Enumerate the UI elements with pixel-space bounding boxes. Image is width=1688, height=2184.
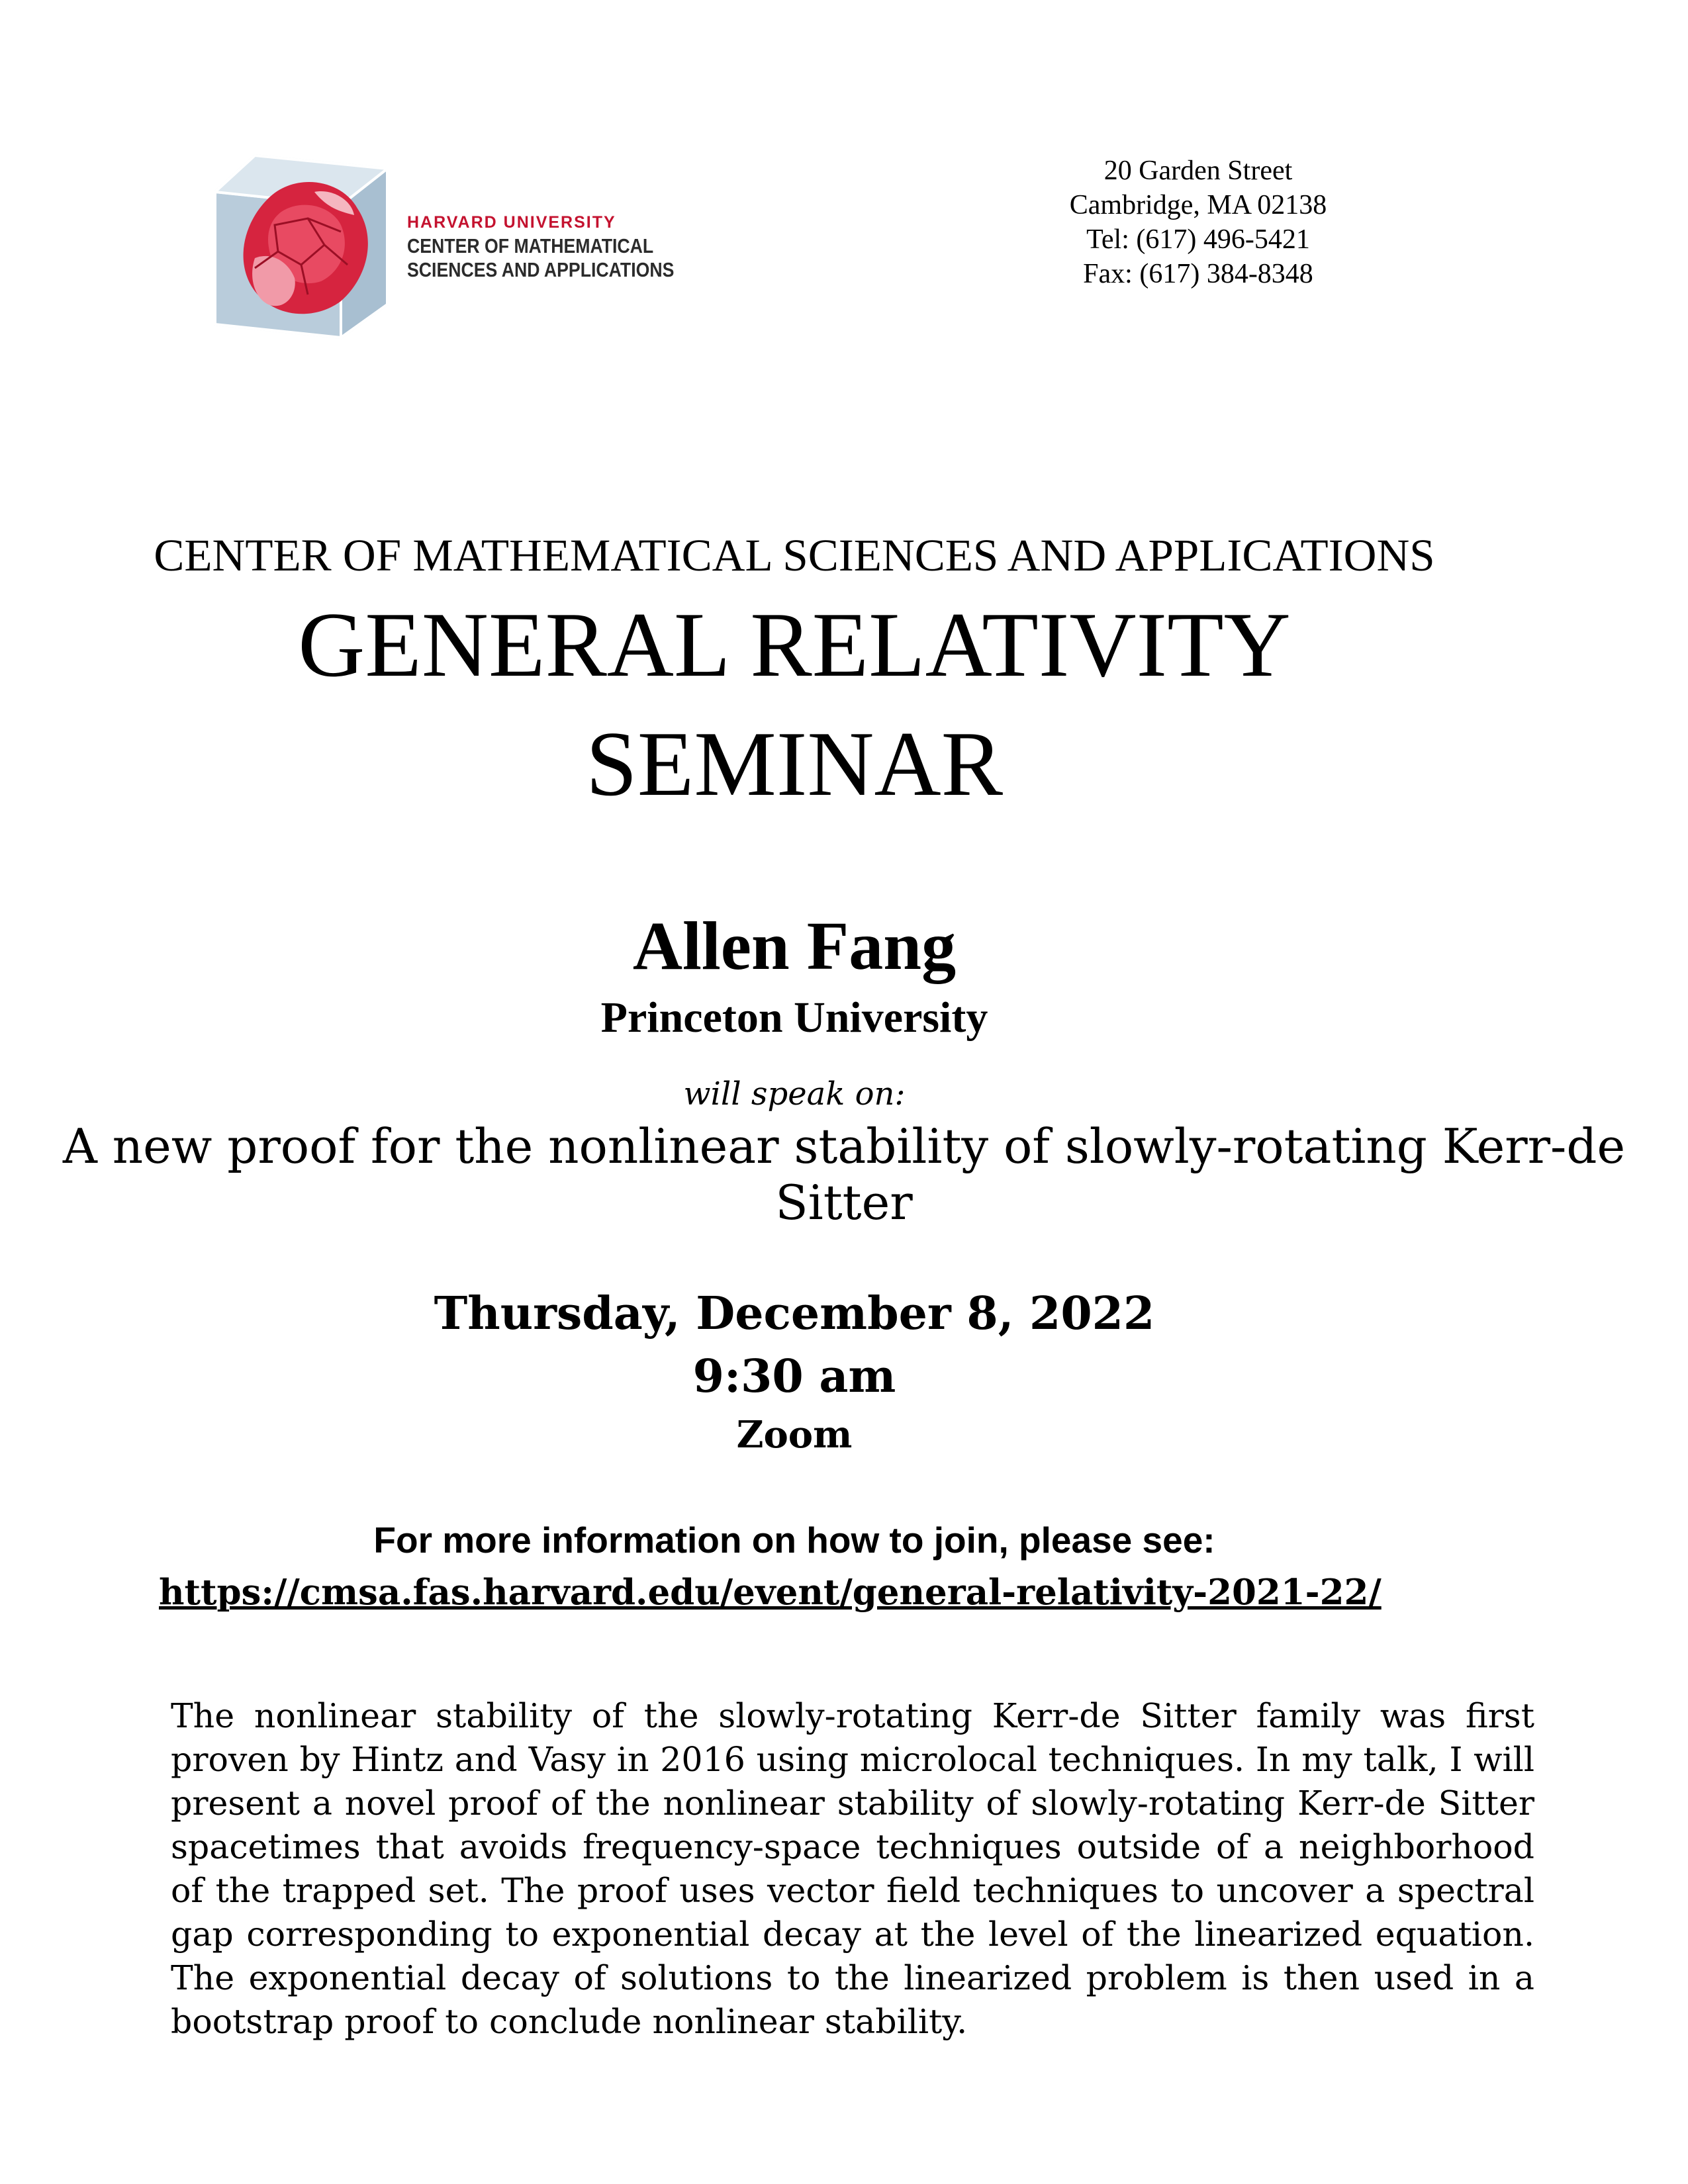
speaker-affiliation: Princeton University: [600, 993, 988, 1042]
cmsa-logo: [209, 152, 675, 344]
seminar-title-line2: SEMINAR: [585, 713, 1004, 815]
talk-intro: will speak on:: [683, 1075, 906, 1113]
address-street: 20 Garden Street: [1103, 156, 1293, 186]
event-venue: Zoom: [736, 1413, 853, 1457]
address-block: [1033, 154, 1364, 291]
address-city: Cambridge, MA 02138: [1069, 190, 1327, 220]
event-info-link[interactable]: https://cmsa.fas.harvard.edu/event/general-relativity-2021-22/: [159, 1572, 1382, 1613]
red-polyhedron-in-cube-icon: [209, 152, 394, 344]
event-date: Thursday, December 8, 2022: [434, 1287, 1155, 1340]
talk-title-line1: A new proof for the nonlinear stability of slowly-rotating Kerr-de: [62, 1118, 1626, 1174]
logo-center-line2: SCIENCES AND APPLICATIONS: [407, 258, 675, 281]
center-name: CENTER OF MATHEMATICAL SCIENCES AND APPLICATIONS: [154, 530, 1435, 580]
address-fax: Fax: (617) 384-8348: [1083, 259, 1313, 289]
info-label: For more information on how to join, please see:: [373, 1520, 1215, 1561]
address-tel: Tel: (617) 496-5421: [1086, 224, 1310, 255]
talk-title-line2: Sitter: [775, 1175, 913, 1230]
seminar-title-line1: GENERAL RELATIVITY: [298, 594, 1291, 696]
talk-abstract: The nonlinear stability of the slowly-rotating Kerr-de Sitter family was first proven by Hintz and Vasy in 2016 using microlocal techniques. In my talk, I will present a novel proof of the nonlinear stability of slowly-rotating Kerr-de Sitter spacetimes that avoids frequency-space techniques outside of a neighborhood of the trapped set. The proof uses vector field techniques to uncover a spectral gap corresponding to exponential decay at the level of the linearized equation. The exponential decay of solutions to the linearized problem is then used in a bootstrap proof to conclude nonlinear stability.: [171, 1696, 1534, 2041]
logo-university-name: HARVARD UNIVERSITY: [407, 213, 616, 232]
event-time: 9:30 am: [692, 1350, 896, 1403]
logo-center-line1: CENTER OF MATHEMATICAL: [407, 234, 654, 257]
speaker-name: Allen Fang: [632, 908, 957, 984]
